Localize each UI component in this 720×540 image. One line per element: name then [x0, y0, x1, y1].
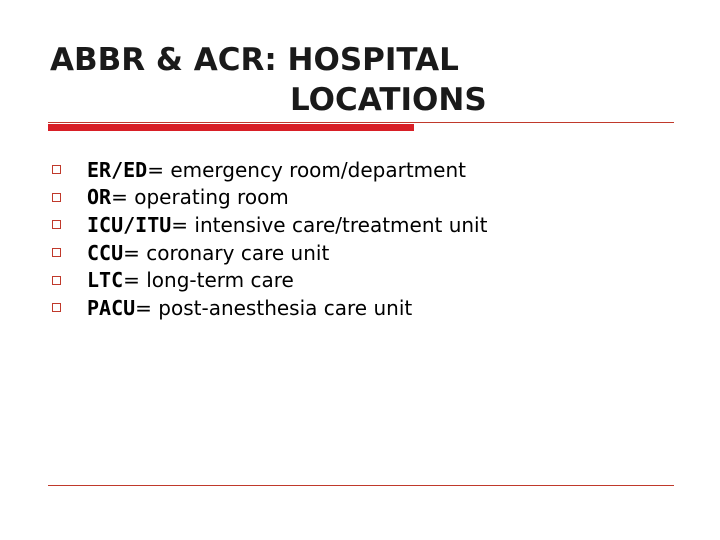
definition: = operating room: [111, 185, 289, 210]
abbreviation: ICU/ITU: [87, 212, 172, 237]
list-item: [52, 294, 487, 322]
square-bullet-icon: [52, 248, 61, 257]
slide-title: [50, 40, 650, 120]
slide-title-line-2: LOCATIONS: [290, 82, 487, 118]
abbreviation: CCU: [87, 240, 124, 265]
title-divider-line: [48, 122, 674, 123]
square-bullet-icon: [52, 276, 61, 285]
list-item: [52, 184, 487, 212]
abbreviation: PACU: [87, 295, 136, 320]
list-item: [52, 156, 487, 184]
definition: = long-term care: [123, 268, 294, 293]
title-accent-bar: [48, 124, 414, 131]
abbreviation: ER/ED: [87, 157, 148, 182]
definition: = coronary care unit: [123, 240, 330, 265]
square-bullet-icon: [52, 193, 61, 202]
footer-divider-line: [48, 485, 674, 486]
square-bullet-icon: [52, 303, 61, 312]
slide-title-line-1: ABBR & ACR: HOSPITAL: [50, 42, 459, 78]
bullet-list: [52, 156, 487, 322]
list-item: [52, 266, 487, 294]
square-bullet-icon: [52, 220, 61, 229]
list-item: [52, 211, 487, 239]
definition: = emergency room/department: [147, 157, 466, 182]
definition: = intensive care/treatment unit: [171, 212, 488, 237]
abbreviation: OR: [87, 185, 112, 210]
definition: = post-anesthesia care unit: [135, 295, 413, 320]
abbreviation: LTC: [87, 268, 124, 293]
list-item: [52, 239, 487, 267]
square-bullet-icon: [52, 165, 61, 174]
